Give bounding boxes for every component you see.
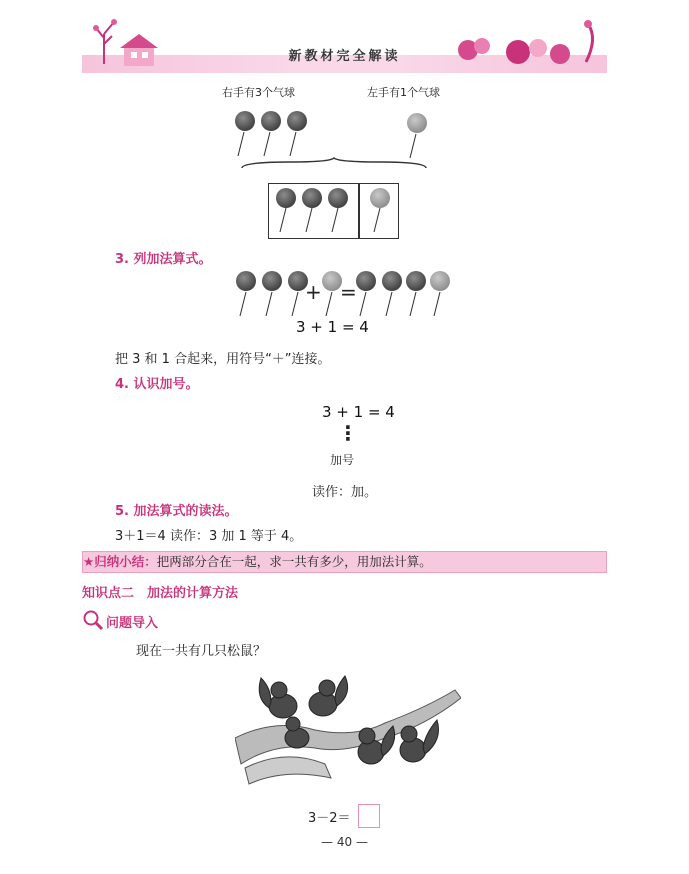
balloon-strings <box>230 128 430 178</box>
read-as-text: 读作：加。 <box>312 485 378 500</box>
balloon-light <box>370 188 390 208</box>
squirrels-illustration <box>235 668 461 788</box>
section-4-equation: 3 + 1 = 4 <box>322 403 395 421</box>
balloon-dark <box>328 188 348 208</box>
section-3-title: 3. 列加法算式。 <box>115 252 212 267</box>
summary-box <box>82 551 607 573</box>
box-balloon-strings <box>270 206 396 236</box>
balloon-dark <box>262 271 282 291</box>
balloon-light <box>430 271 450 291</box>
balloon-dark <box>236 271 256 291</box>
vertical-dots: ⋮ <box>338 421 358 445</box>
plus-sign-label: 加号 <box>330 453 355 467</box>
balloon-dark <box>276 188 296 208</box>
section-5-text: 3＋1＝4 读作：3 加 1 等于 4。 <box>115 529 303 544</box>
brace <box>242 158 426 168</box>
section-3-equation: 3 + 1 = 4 <box>296 318 369 336</box>
equal-sign: = <box>340 280 357 304</box>
balloon-dark <box>382 271 402 291</box>
page-number: — 40 — <box>321 835 368 849</box>
summary-text: 把两部分合在一起，求一共有多少，用加法计算。 <box>156 554 432 569</box>
right-hand-label: 右手有3个气球 <box>222 86 295 99</box>
left-hand-label: 左手有1个气球 <box>367 86 440 99</box>
section-4-title: 4. 认识加号。 <box>115 377 199 392</box>
squirrel-equation: 3－2＝ <box>308 811 351 826</box>
balloon-light <box>322 271 342 291</box>
problem-intro-title: 问题导入 <box>106 616 159 631</box>
header-title: 新教材完全解读 <box>288 49 401 64</box>
balloon-dark <box>356 271 376 291</box>
section-3-explanation: 把 3 和 1 合起来，用符号“＋”连接。 <box>115 352 331 367</box>
plus-sign: + <box>305 280 322 304</box>
section-5-title: 5. 加法算式的读法。 <box>115 504 238 519</box>
magnifier-icon <box>82 609 104 631</box>
answer-box[interactable] <box>358 804 380 828</box>
balloon-dark <box>302 188 322 208</box>
equation-balloon-strings <box>234 290 454 320</box>
summary-label: ★归纳小结： <box>83 554 157 569</box>
balloon-dark <box>406 271 426 291</box>
knowledge-point-2-title: 知识点二 加法的计算方法 <box>82 586 239 601</box>
question-text: 现在一共有几只松鼠？ <box>136 644 267 659</box>
